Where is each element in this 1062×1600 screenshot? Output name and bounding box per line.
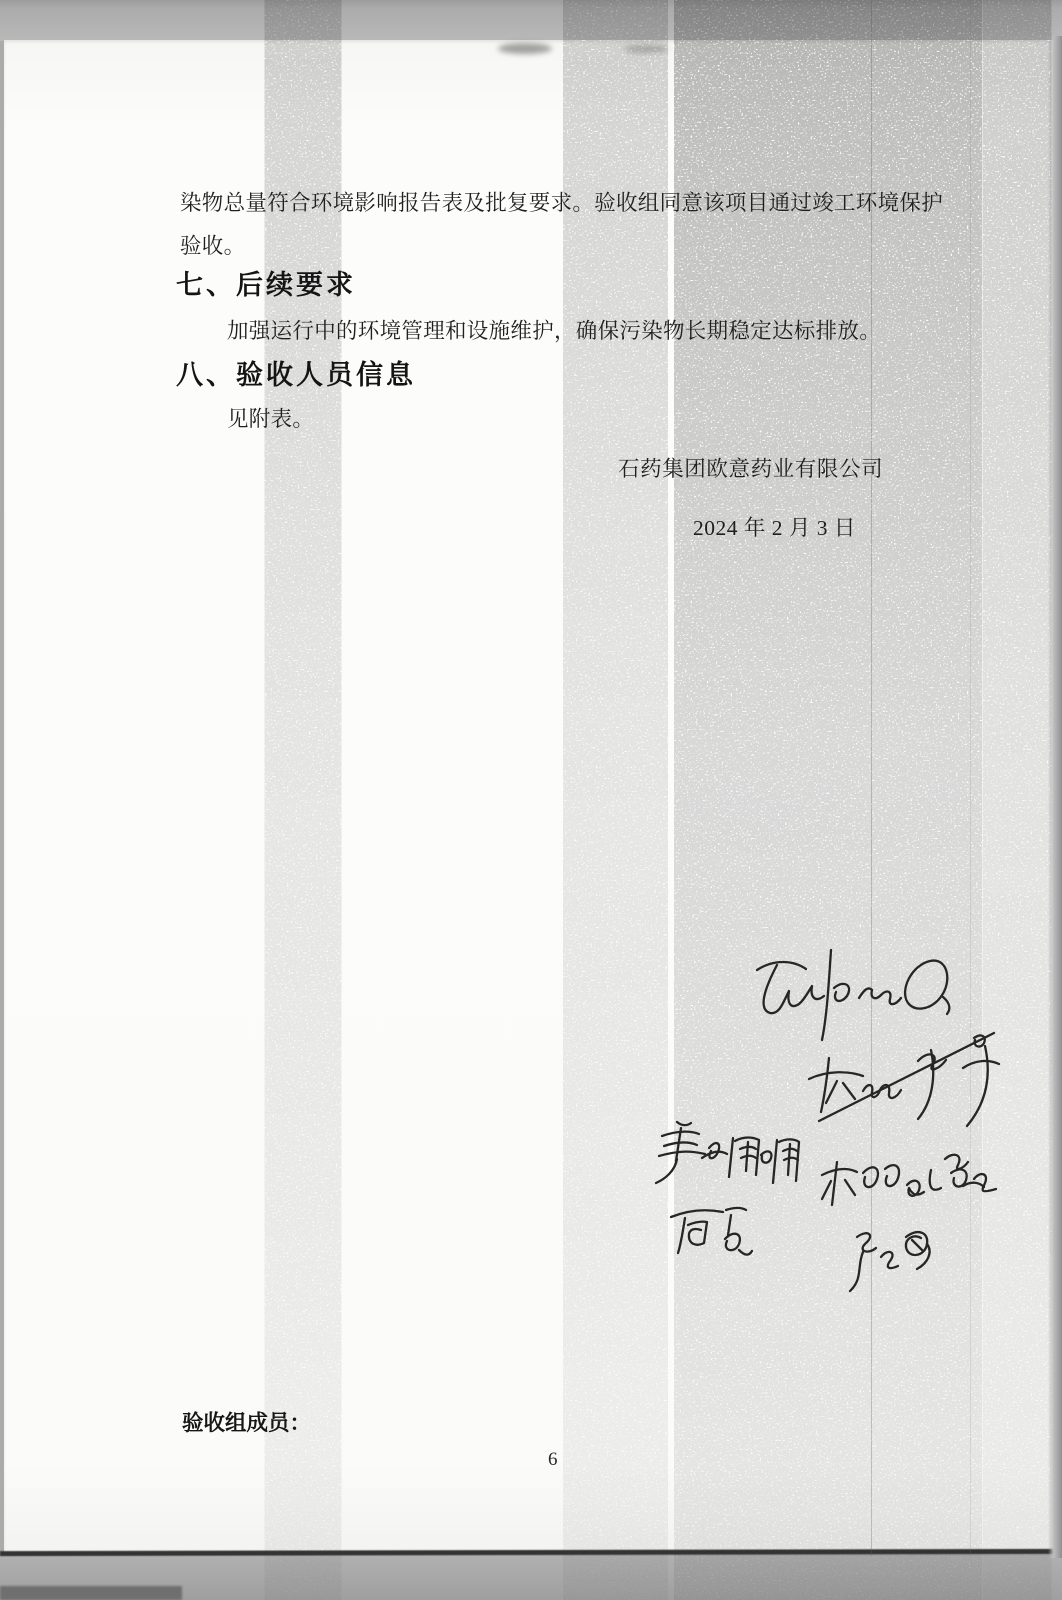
scanned-page [4, 40, 1056, 1553]
page-fold-line [871, 0, 872, 1556]
signoff-date: 2024 年 2 月 3 日 [693, 516, 856, 540]
section-8-body: 见附表。 [227, 407, 315, 431]
page-fold-line-faint [970, 0, 971, 1556]
scanner-bed-top [0, 0, 1062, 41]
body-paragraph-line-2: 验收。 [180, 234, 246, 258]
scanner-bed-corner-shadow [0, 1586, 182, 1600]
scan-smudge [498, 43, 552, 54]
section-7-body: 加强运行中的环境管理和设施维护，确保污染物长期稳定达标排放。 [227, 319, 882, 343]
page-number: 6 [548, 1449, 558, 1470]
body-paragraph-line-1: 染物总量符合环境影响报告表及批复要求。验收组同意该项目通过竣工环境保护 [180, 191, 944, 215]
section-7-heading: 七、后续要求 [176, 270, 356, 300]
footer-acceptance-team-label: 验收组成员： [182, 1411, 312, 1435]
scan-smudge [624, 45, 668, 53]
section-8-heading: 八、验收人员信息 [176, 360, 416, 390]
page-right-edge-shadow [1048, 36, 1062, 1558]
company-name: 石药集团欧意药业有限公司 [618, 457, 884, 481]
